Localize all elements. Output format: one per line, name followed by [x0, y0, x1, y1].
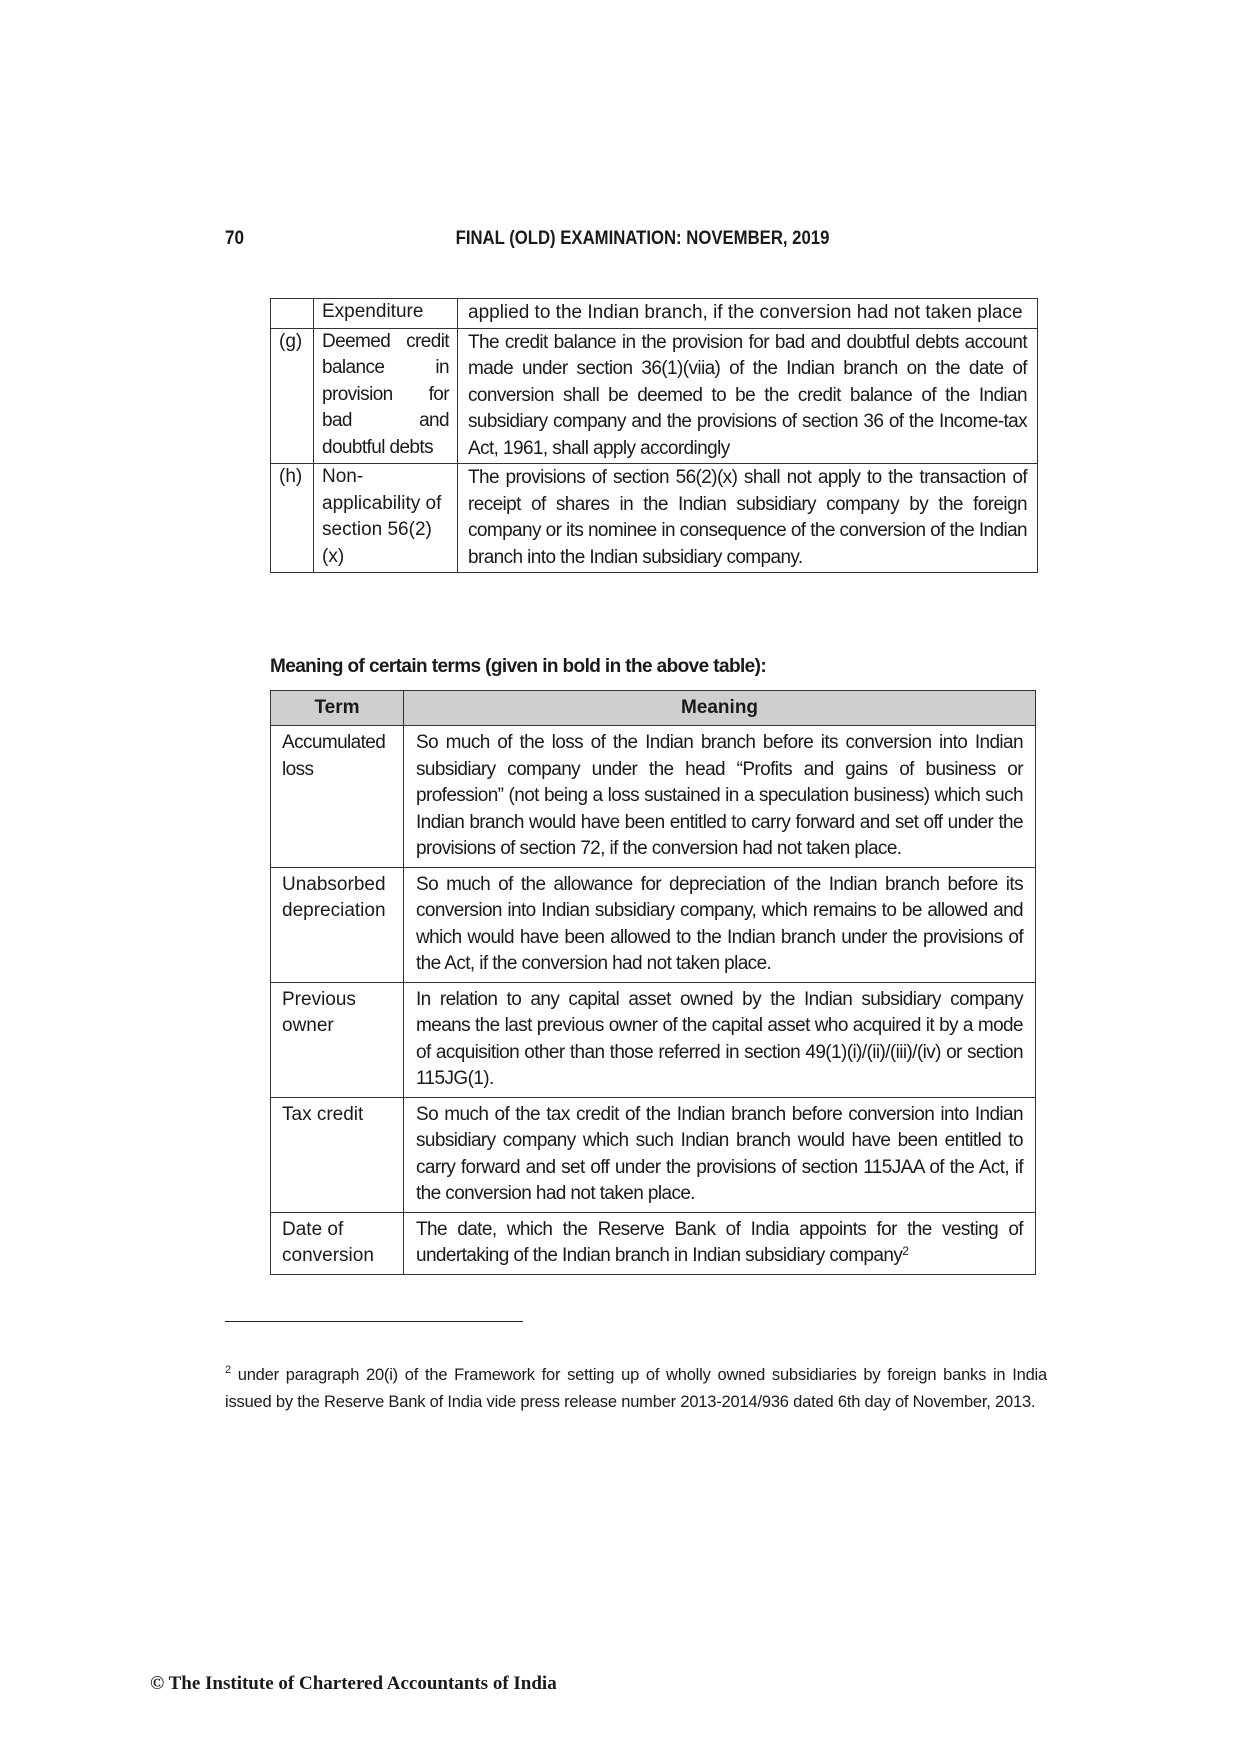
meaning-cell: So much of the allowance for depreciation of the Indian branch before its conversion into Indian subsidiary company, which remains to be allowed and which would have been allowed to the Indian branch under the provisions of the Act, if the conversion had not taken place.: [404, 867, 1036, 982]
term-cell: Date of conversion: [271, 1212, 404, 1274]
row-item: Expenditure: [314, 299, 458, 329]
footnote-marker: 2: [225, 1364, 231, 1376]
table-row: [271, 328, 1038, 464]
row-label: (g): [271, 328, 314, 464]
term-cell: Previous owner: [271, 982, 404, 1097]
copyright-notice: © The Institute of Chartered Accountants of India: [150, 1673, 557, 1694]
table-row: [271, 1212, 1036, 1274]
table-header-row: [271, 691, 1036, 726]
footnote: [225, 1362, 1047, 1416]
meaning-cell: So much of the tax credit of the Indian branch before conversion into Indian subsidiary company which such Indian branch would have been entitled to carry forward and set off under the provisions of section 115JAA of the Act, if the conversion had not taken place.: [404, 1097, 1036, 1212]
table-row: [271, 726, 1036, 868]
row-label: [271, 299, 314, 329]
meaning-cell: In relation to any capital asset owned by the Indian subsidiary company means the last previous owner of the capital asset who acquired it by a mode of acquisition other than those referred in section 49(1)(i)/(ii)/(iii)/(iv) or section 115JG(1).: [404, 982, 1036, 1097]
meaning-cell: [404, 1212, 1036, 1274]
provisions-table: [270, 298, 1038, 573]
footnote-divider: [225, 1321, 523, 1322]
term-column-header: Term: [271, 691, 404, 726]
terms-table: [270, 690, 1036, 1275]
table-row: [271, 867, 1036, 982]
page-header: [225, 228, 1060, 258]
term-cell: Tax credit: [271, 1097, 404, 1212]
table-row: [271, 464, 1038, 573]
row-item: Non-applicability of section 56(2)(x): [314, 464, 458, 573]
table-row: [271, 299, 1038, 329]
term-cell: Accumulated loss: [271, 726, 404, 868]
row-label: (h): [271, 464, 314, 573]
page-title: FINAL (OLD) EXAMINATION: NOVEMBER, 2019: [455, 228, 830, 249]
meaning-text: The date, which the Reserve Bank of India appoints for the vesting of undertaking of the Indian branch in Indian subsidiary company: [416, 1218, 1023, 1266]
meaning-column-header: Meaning: [404, 691, 1036, 726]
footnote-text: under paragraph 20(i) of the Framework for setting up of wholly owned subsidiaries by foreign banks in India issued by the Reserve Bank of India vide press release number 2013-2014/936 dated 6th day of November, 2013.: [225, 1366, 1047, 1411]
row-text: applied to the Indian branch, if the conversion had not taken place: [458, 299, 1038, 329]
term-cell: Unabsorbed depreciation: [271, 867, 404, 982]
footnote-reference: 2: [902, 1244, 909, 1258]
table-row: [271, 1097, 1036, 1212]
table-row: [271, 982, 1036, 1097]
row-item: Deemed credit balance in provision for bad and doubtful debts: [314, 328, 458, 464]
section-heading: Meaning of certain terms (given in bold in the above table):: [270, 656, 767, 677]
page-number: 70: [225, 228, 245, 249]
row-text: The provisions of section 56(2)(x) shall not apply to the transaction of receipt of shares in the Indian subsidiary company by the foreign company or its nominee in consequence of the conversion of the Indian branch into the Indian subsidiary company.: [458, 464, 1038, 573]
meaning-cell: So much of the loss of the Indian branch before its conversion into Indian subsidiary company under the head “Profits and gains of business or profession” (not being a loss sustained in a speculation business) which such Indian branch would have been entitled to carry forward and set off under the provisions of section 72, if the conversion had not taken place.: [404, 726, 1036, 868]
row-text: The credit balance in the provision for bad and doubtful debts account made under section 36(1)(viia) of the Indian branch on the date of conversion shall be deemed to be the credit balance of the Indian subsidiary company and the provisions of section 36 of the Income-tax Act, 1961, shall apply accordingly: [458, 328, 1038, 464]
